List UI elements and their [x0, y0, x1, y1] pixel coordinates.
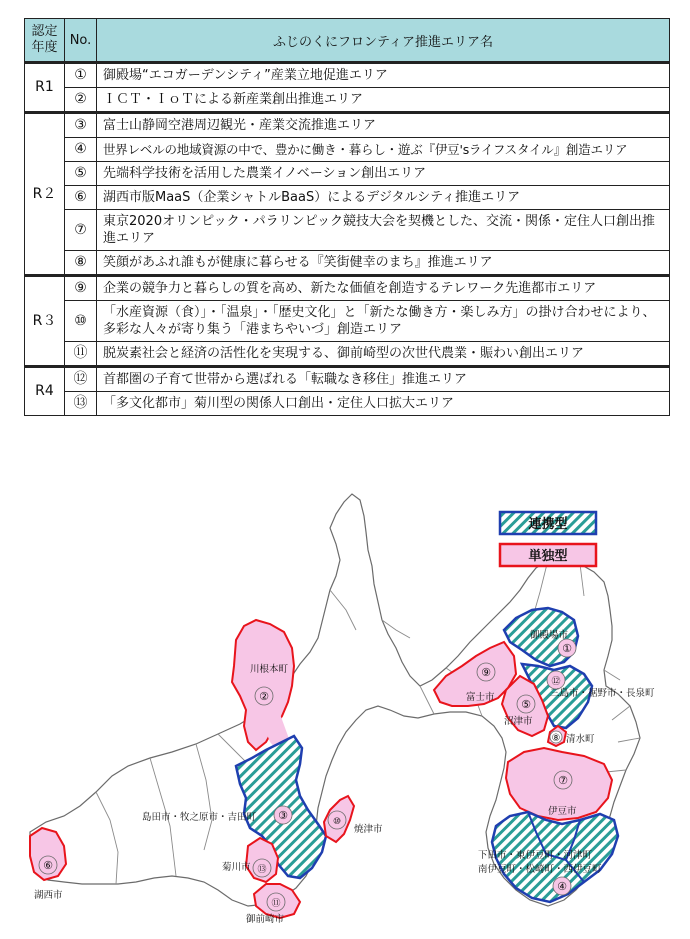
year-cell: R4: [25, 367, 65, 416]
label-kawanehon: 川根本町: [250, 664, 289, 675]
area-marker-2-number: ②: [259, 690, 269, 703]
area-marker-11-number: ⑪: [271, 899, 281, 909]
area-marker-6: [39, 856, 57, 874]
area-marker-2: [255, 687, 273, 705]
table-row: [25, 342, 670, 367]
area-marker-6-number: ⑥: [43, 859, 53, 872]
area-number: ④: [65, 138, 97, 162]
area-name: 先端科学技術を活用した農業イノベーション創出エリア: [97, 162, 670, 186]
area-marker-3: [274, 806, 292, 824]
area-name: 世界レベルの地域資源の中で、豊かに働き・暮らし・遊ぶ『伊豆'sライフスタイル』創造エリア: [97, 138, 670, 162]
area-marker-13: [253, 859, 271, 877]
shizuoka-area-map: [0, 480, 690, 939]
area-name: 首都圏の子育て世帯から選ばれる「転職なき移住」推進エリア: [97, 367, 670, 392]
area-marker-1: [558, 639, 576, 657]
area-name: 東京2020オリンピック・パラリンピック競技大会を契機とした、交流・関係・定住人口創出推進エリア: [97, 210, 670, 251]
area-number: ②: [65, 88, 97, 113]
area-number: ①: [65, 63, 97, 88]
table-row: [25, 210, 670, 251]
table-row: [25, 276, 670, 301]
area-marker-9-number: ⑨: [481, 666, 491, 679]
table-row: [25, 88, 670, 113]
table-row: [25, 301, 670, 342]
area-name: 企業の競争力と暮らしの質を高め、新たな価値を創造するテレワーク先進都市エリア: [97, 276, 670, 301]
table-row: [25, 251, 670, 276]
table-row: [25, 162, 670, 186]
area-marker-5-number: ⑤: [521, 698, 531, 711]
area-marker-12-number: ⑫: [551, 677, 561, 687]
area-name: 湖西市版MaaS（企業シャトルBaaS）によるデジタルシティ推進エリア: [97, 186, 670, 210]
label-omaezaki: 御前崎市: [246, 914, 285, 925]
area-marker-8-number: ⑧: [551, 733, 561, 744]
year-header-line1: 認定: [31, 24, 58, 39]
label-kikugawa: 菊川市: [222, 862, 251, 873]
label-shimada-makinohara-yoshida: 島田市・牧之原市・吉田町: [142, 812, 257, 823]
area-marker-10-number: ⑩: [332, 817, 342, 827]
legend-standalone-label: 単独型: [528, 549, 568, 564]
area-name: 富士山静岡空港周辺観光・産業交流推進エリア: [97, 113, 670, 138]
area-marker-8: [550, 731, 562, 744]
year-cell: R1: [25, 63, 65, 113]
area-number: ⑥: [65, 186, 97, 210]
label-izu-south-line2: 南伊豆町・松崎町・西伊豆町: [478, 864, 602, 875]
label-shimizu-cho: 清水町: [566, 734, 595, 745]
label-mishima-susono-nagaizumi: 三島市・裾野市・長泉町: [550, 688, 655, 699]
area-name: 御殿場“エコガーデンシティ”産業立地促進エリア: [97, 63, 670, 88]
area-number: ⑨: [65, 276, 97, 301]
area-marker-3-number: ③: [278, 809, 288, 822]
label-izu: 伊豆市: [548, 806, 577, 817]
legend: [500, 512, 596, 566]
area-marker-4-number: ④: [557, 880, 567, 893]
label-yaizu: 焼津市: [354, 824, 383, 835]
area-marker-4: [553, 877, 571, 895]
area-marker-7-number: ⑦: [558, 774, 568, 787]
label-numazu: 沼津市: [504, 716, 533, 727]
year-header-line2: 年度: [31, 40, 58, 55]
area-marker-13-number: ⑬: [257, 865, 267, 875]
area-name: 脱炭素社会と経済の活性化を実現する、御前崎型の次世代農業・賑わい創出エリア: [97, 342, 670, 367]
table-row: [25, 63, 670, 88]
table-header-row: [25, 19, 670, 63]
area-marker-7: [554, 771, 572, 789]
year-cell: R３: [25, 276, 65, 367]
area-number: ⑪: [65, 342, 97, 367]
table-row: [25, 186, 670, 210]
label-izu-south-line1: 下田市・東伊豆町・河津町: [478, 850, 593, 861]
label-kosai: 湖西市: [34, 890, 63, 901]
frontier-area-table: [24, 18, 670, 416]
no-column-header: No.: [65, 19, 97, 63]
area-marker-10: [328, 811, 346, 829]
year-column-header: [25, 19, 65, 63]
table-row: [25, 138, 670, 162]
area-name: 「水産資源（食）」・「温泉」・「歴史文化」と「新たな働き方・楽しみ方」の掛け合わせにより、多彩な人々が寄り集う「港まちやいづ」創造エリア: [97, 301, 670, 342]
label-gotemba: 御殿場市: [530, 630, 569, 641]
year-cell: R２: [25, 113, 65, 276]
area-number: ⑤: [65, 162, 97, 186]
area-number: ⑦: [65, 210, 97, 251]
area-name: 笑顔があふれ誰もが健康に暮らせる『笑街健幸のまち』推進エリア: [97, 251, 670, 276]
label-fuji: 富士市: [466, 692, 495, 703]
area-number: ⑬: [65, 392, 97, 416]
area-marker-5: [517, 695, 535, 713]
table-row: [25, 113, 670, 138]
name-column-header: ふじのくにフロンティア推進エリア名: [97, 19, 670, 63]
area-name: ＩＣＴ・ＩｏＴによる新産業創出推進エリア: [97, 88, 670, 113]
table-row: [25, 392, 670, 416]
area-marker-9: [477, 663, 495, 681]
area-marker-1-number: ①: [562, 642, 572, 655]
area-name: 「多文化都市」菊川型の関係人口創出・定住人口拡大エリア: [97, 392, 670, 416]
area-marker-12: [547, 671, 565, 689]
area-number: ⑧: [65, 251, 97, 276]
area-number: ③: [65, 113, 97, 138]
area-marker-11: [267, 893, 285, 911]
area-number: ⑫: [65, 367, 97, 392]
legend-cooperative-label: 連携型: [528, 517, 568, 532]
table-row: [25, 367, 670, 392]
area-number: ⑩: [65, 301, 97, 342]
